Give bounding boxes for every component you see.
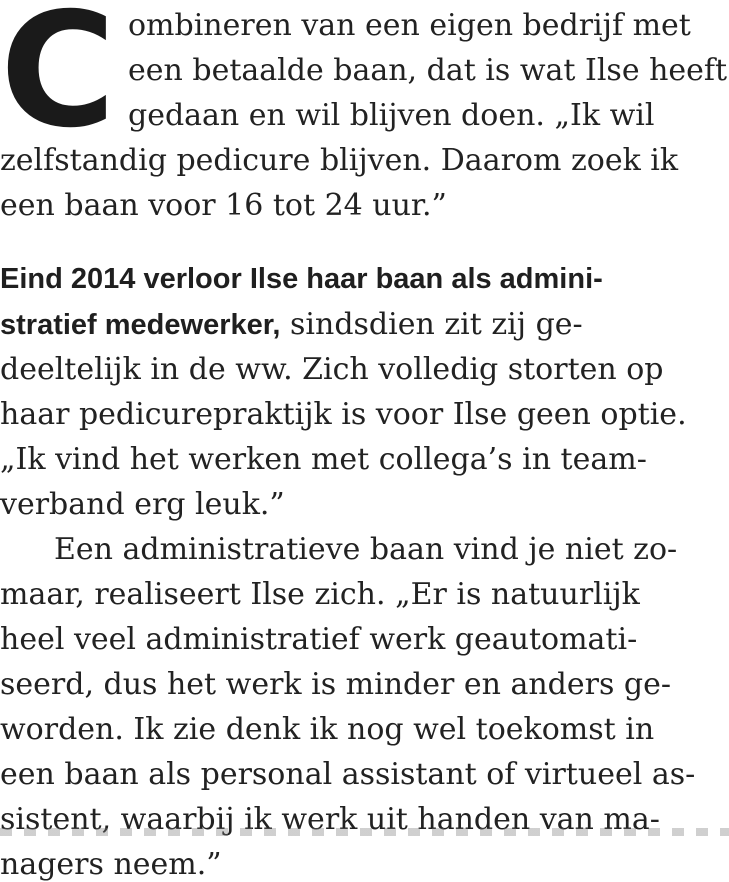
paragraph-2-line-6: verband erg leuk.” bbox=[0, 487, 285, 522]
paragraph-2-line-3: deeltelijk in de ww. Zich volledig storten op bbox=[0, 352, 664, 387]
paragraph-2-lead-line-1: Eind 2014 verloor Ilse haar baan als admini- bbox=[0, 263, 603, 295]
paragraph-3-line-2: maar, realiseert Ilse zich. „Er is natuurlijk bbox=[0, 577, 640, 612]
paragraph-2-line-4: haar pedicurepraktijk is voor Ilse geen optie. bbox=[0, 397, 687, 432]
intro-line-3: gedaan en wil blijven doen. „Ik wil bbox=[128, 98, 655, 133]
paragraph-2-line-2-rest: sindsdien zit zij ge- bbox=[280, 307, 583, 342]
intro-line-4: zelfstandig pedicure blijven. Daarom zoek ik bbox=[0, 143, 679, 178]
paragraph-3-line-7: sistent, waarbij ik werk uit handen van ma- bbox=[0, 802, 660, 837]
paragraph-3-line-5: worden. Ik zie denk ik nog wel toekomst in bbox=[0, 712, 655, 747]
cropped-next-line bbox=[0, 828, 729, 836]
paragraph-2-line-5: „Ik vind het werken met collega’s in team- bbox=[0, 442, 647, 477]
paragraph-2-lead-line-2: stratief medewerker, bbox=[0, 309, 281, 341]
paragraph-3-line-6: een baan als personal assistant of virtueel as- bbox=[0, 757, 696, 792]
paragraph-3-line-8: nagers neem.” bbox=[0, 847, 222, 882]
paragraph-2-line-2 bbox=[0, 307, 583, 342]
paragraph-3-line-3: heel veel administratief werk geautomati- bbox=[0, 622, 638, 657]
intro-line-2: een betaalde baan, dat is wat Ilse heeft bbox=[128, 53, 728, 88]
intro-line-1: ombineren van een eigen bedrijf met bbox=[128, 8, 691, 43]
drop-cap: C bbox=[0, 0, 110, 163]
intro-line-5: een baan voor 16 tot 24 uur.” bbox=[0, 188, 447, 223]
paragraph-3-line-1: Een administratieve baan vind je niet zo- bbox=[54, 532, 678, 567]
paragraph-3-line-4: seerd, dus het werk is minder en anders ge- bbox=[0, 667, 672, 702]
